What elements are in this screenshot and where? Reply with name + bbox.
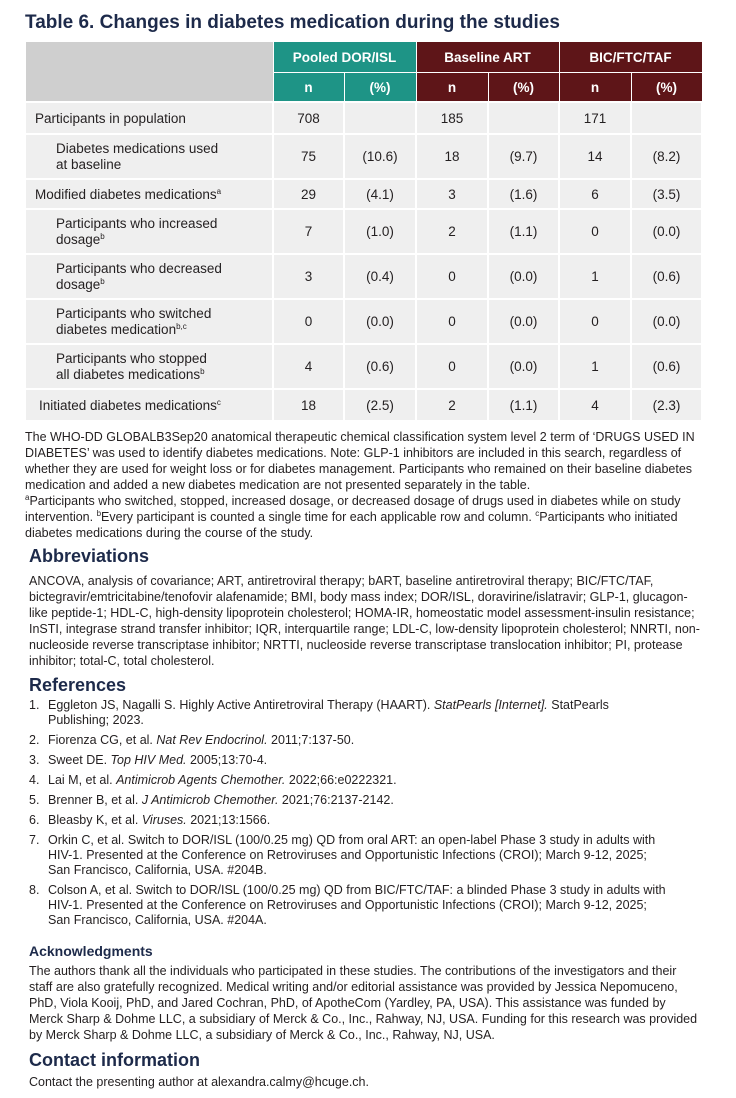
reference-item: 6. Bleasby K, et al. Viruses. 2021;13:1566. — [29, 813, 271, 827]
abbreviations-text: ANCOVA, analysis of covariance; ART, antiretroviral therapy; bART, baseline antiretroviral therapy; BIC/FTC/TAF, bictegravir/emtricitabine/tenofovir alafenamide; BMI, body mass index; DOR/ISL, doravirine/islatravir; GLP-1, glucagon-like peptide-1; HDL-C, high-density lipoprotein cholesterol; HOMA-IR, homeostatic model assessment-insulin resistance; InSTI, integrase strand transfer inhibitor; IQR, interquartile range; LDL-C, low-density lipoprotein cholesterol; NNRTI, non-nucleoside reverse transcriptase inhibitor; NRTTI, nucleoside reverse transcriptase translocation inhibitor; PI, protease inhibitor; total-C, total cholesterol. — [29, 574, 700, 668]
cell: (10.6) — [344, 134, 416, 179]
cell: 171 — [559, 102, 631, 134]
cell: 29 — [273, 179, 344, 209]
reference-item: 7. Orkin C, et al. Switch to DOR/ISL (100/0.25 mg) QD from oral ART: an open-label Phase 3 study in adults with HIV-1. Presented at the Conference on Retroviruses and Opportunistic Infections (CROI); March 9-12, 2025; San Francisco, California, USA. #204B. — [29, 833, 656, 877]
row-label: Modified diabetes medications$^a$ — [25, 179, 273, 209]
cell: (0.0) — [344, 299, 416, 344]
cell: 0 — [559, 209, 631, 254]
group-header-row — [25, 42, 702, 73]
acknowledgments-text: The authors thank all the individuals who participated in these studies. The contributions of the investigators and their staff are also gratefully recognized. Medical writing and/or editorial assistance was provided by Jessica Nepomuceno, PhD, Viola Kooij, PhD, and Jared Cochran, PhD, of ApotheCom (Yardley, PA, USA). This assistance was funded by Merck Sharp & Dohme LLC, a subsidiary of Merck & Co., Inc., Rahway, NJ, USA. Funding for this research was provided by Merck Sharp & Dohme LLC, a subsidiary of Merck & Co., Inc., Rahway, NJ, USA. — [29, 964, 698, 1042]
reference-item: 1. Eggleton JS, Nagalli S. Highly Active Antiretroviral Therapy (HAART). StatPearls [Internet]. StatPearls Publishing; 2023. — [29, 698, 609, 727]
table-title: Table 6. Changes in diabetes medication during the studies — [25, 12, 560, 33]
reference-item: 2. Fiorenza CG, et al. Nat Rev Endocrinol. 2011;7:137-50. — [29, 733, 355, 747]
cell: (2.3) — [631, 389, 702, 421]
row-label: Participants who stopped all diabetes medications$^b$ — [25, 344, 273, 389]
cell — [488, 102, 559, 134]
cell: 0 — [273, 299, 344, 344]
reference-item: 8. Colson A, et al. Switch to DOR/ISL (100/0.25 mg) QD from BIC/FTC/TAF: a blinded Phase 3 study in adults with HIV-1. Presented at the Conference on Retroviruses and Opportunistic Infections (CROI); March 9-12, 2025; San Francisco, California, USA. #204A. — [29, 883, 666, 927]
cell: (0.0) — [631, 299, 702, 344]
acknowledgments-heading: Acknowledgments — [29, 943, 153, 959]
cell: 0 — [416, 254, 488, 299]
cell: (0.0) — [488, 344, 559, 389]
cell: 3 — [416, 179, 488, 209]
cell — [631, 102, 702, 134]
contact-email-link[interactable]: alexandra.calmy@hcuge.ch — [211, 1075, 366, 1089]
cell: 18 — [273, 389, 344, 421]
row-label: Diabetes medications used at baseline — [25, 134, 273, 179]
contact-text: Contact the presenting author at alexandra.calmy@hcuge.ch. — [29, 1075, 369, 1089]
table-footnotes: $^a$Participants who switched, stopped, increased dosage, or decreased dosage of drugs used in diabetes while on study intervention. $^b$Every participant is counted a single time for each applicable row and column. $^c$Participants who initiated diabetes medications during the course of the study. — [25, 493, 681, 540]
cell: (2.5) — [344, 389, 416, 421]
cell: (0.0) — [631, 209, 702, 254]
cell: 708 — [273, 102, 344, 134]
cell: 6 — [559, 179, 631, 209]
group-header-pooled: Pooled DOR/ISL — [273, 42, 416, 73]
table-row — [25, 179, 702, 209]
cell: 4 — [559, 389, 631, 421]
table-row — [25, 134, 702, 179]
cell: (1.1) — [488, 209, 559, 254]
cell: 7 — [273, 209, 344, 254]
cell: (8.2) — [631, 134, 702, 179]
cell: (0.0) — [488, 299, 559, 344]
row-label: Initiated diabetes medications$^c$ — [25, 389, 273, 421]
cell: 185 — [416, 102, 488, 134]
table-row — [25, 102, 702, 134]
header-blank-cell — [25, 42, 273, 103]
group-header-bic: BIC/FTC/TAF — [559, 42, 702, 73]
reference-item: 3. Sweet DE. Top HIV Med. 2005;13:70-4. — [29, 753, 268, 767]
sub-header-n: n — [559, 73, 631, 103]
table-row — [25, 299, 702, 344]
cell: 0 — [559, 299, 631, 344]
cell: 4 — [273, 344, 344, 389]
sub-header-n: n — [273, 73, 344, 103]
cell: 1 — [559, 254, 631, 299]
sub-header-n: n — [416, 73, 488, 103]
sub-header-pct: (%) — [631, 73, 702, 103]
cell: 1 — [559, 344, 631, 389]
cell: (0.0) — [488, 254, 559, 299]
cell: 2 — [416, 389, 488, 421]
cell: (3.5) — [631, 179, 702, 209]
cell: (1.1) — [488, 389, 559, 421]
references-list — [29, 698, 669, 933]
cell — [344, 102, 416, 134]
table-row — [25, 344, 702, 389]
contact-heading: Contact information — [29, 1050, 200, 1070]
references-heading: References — [29, 675, 127, 695]
row-label: Participants who switched diabetes medication$^{b,c}$ — [25, 299, 273, 344]
sub-header-pct: (%) — [488, 73, 559, 103]
cell: (0.6) — [344, 344, 416, 389]
row-label: Participants in population — [25, 102, 273, 134]
cell: (1.0) — [344, 209, 416, 254]
cell: (4.1) — [344, 179, 416, 209]
table-row — [25, 254, 702, 299]
group-header-baseline: Baseline ART — [416, 42, 559, 73]
cell: 18 — [416, 134, 488, 179]
cell: (9.7) — [488, 134, 559, 179]
reference-item: 5. Brenner B, et al. J Antimicrob Chemother. 2021;76:2137-2142. — [29, 793, 394, 807]
table-note: The WHO-DD GLOBALB3Sep20 anatomical therapeutic chemical classification system level 2 term of ‘DRUGS USED IN DIABETES’ was used to identify diabetes medications. Note: GLP-1 inhibitors are included in this search, regardless of whether they are used for weight loss or for diabetes management. Participants who remained on their baseline diabetes medication and added a new diabetes medication are not presented separately in the table. — [25, 430, 695, 492]
cell: 0 — [416, 299, 488, 344]
diabetes-medication-table — [24, 41, 703, 422]
cell: (1.6) — [488, 179, 559, 209]
reference-item: 4. Lai M, et al. Antimicrob Agents Chemother. 2022;66:e0222321. — [29, 773, 397, 787]
cell: 3 — [273, 254, 344, 299]
table-row — [25, 209, 702, 254]
sub-header-pct: (%) — [344, 73, 416, 103]
row-label: Participants who increased dosage$^b$ — [25, 209, 273, 254]
cell: (0.4) — [344, 254, 416, 299]
cell: (0.6) — [631, 344, 702, 389]
cell: 75 — [273, 134, 344, 179]
cell: (0.6) — [631, 254, 702, 299]
cell: 14 — [559, 134, 631, 179]
cell: 0 — [416, 344, 488, 389]
abbreviations-heading: Abbreviations — [29, 546, 150, 566]
cell: 2 — [416, 209, 488, 254]
table-row — [25, 389, 702, 421]
row-label: Participants who decreased dosage$^b$ — [25, 254, 273, 299]
